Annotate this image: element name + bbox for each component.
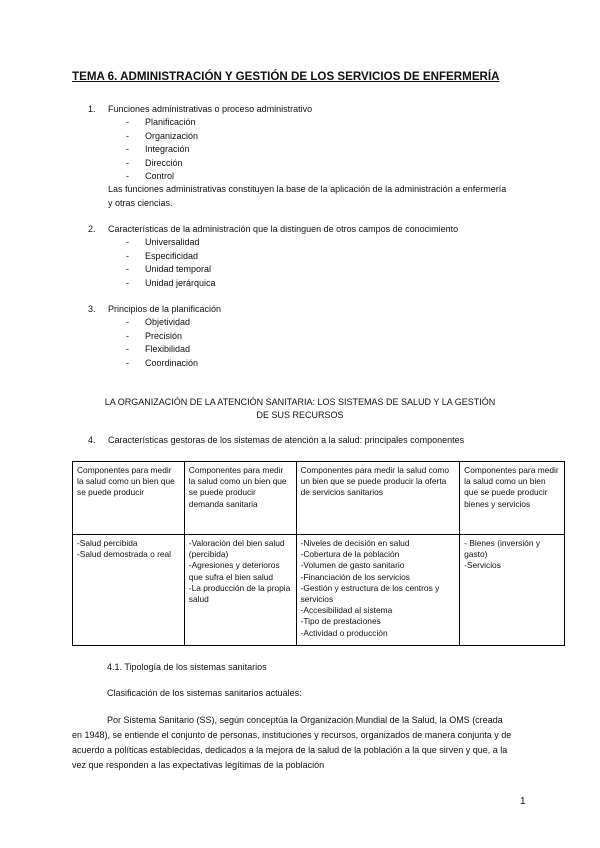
table-cell: -Niveles de decisión en salud -Cobertura de la población -Volumen de gasto sanitario -Financiación de los servicios -Gestión y estructura de los centros y servicios -Accesibilidad al sistema -Tipo de prestaciones -Actividad o producción <box>296 535 460 646</box>
list-item: - Unidad jerárquica <box>126 277 216 288</box>
page-title: TEMA 6. ADMINISTRACIÓN Y GESTIÓN DE LOS SERVICIOS DE ENFERMERÍA <box>72 70 500 83</box>
components-table <box>72 461 565 646</box>
section-3-number: 3. <box>88 304 96 314</box>
page-number: 1 <box>520 796 526 807</box>
section-1-paragraph: Las funciones administrativas constituyen la base de la aplicación de la administración a enfermería y otras ciencias. <box>108 184 507 208</box>
section-3-list <box>88 316 221 370</box>
subtitle-line-2: DE SUS RECURSOS <box>256 410 344 420</box>
section-3 <box>88 303 221 370</box>
list-item: - Integración <box>126 144 190 155</box>
section-2-heading: Características de la administración que la distinguen de otros campos de conocimiento <box>108 224 459 234</box>
table-header-row <box>73 462 565 535</box>
table-header-cell: Componentes para medir la salud como un bien que se puede producir bienes y servicios <box>460 462 565 535</box>
section-1-list <box>88 116 508 183</box>
section-1 <box>88 103 508 210</box>
section-3-heading: Principios de la planificación <box>108 304 222 314</box>
subtitle-line-1: LA ORGANIZACIÓN DE LA ATENCIÓN SANITARIA: LOS SISTEMAS DE SALUD Y LA GESTIÓN <box>104 397 496 407</box>
section-subtitle <box>72 396 528 422</box>
table-header-cell: Componentes para medir la salud como un bien que se puede producir demanda sanitaria <box>184 462 296 535</box>
classification-text: Clasificación de los sistemas sanitarios actuales: <box>107 688 302 698</box>
section-4-number: 4. <box>88 435 96 445</box>
list-item: - Planificación <box>126 117 196 128</box>
section-4-heading: Características gestoras de los sistemas de atención a la salud: principales componentes <box>108 435 465 445</box>
list-item: - Precisión <box>126 330 183 341</box>
section-1-heading: Funciones administrativas o proceso administrativo <box>108 104 313 114</box>
section-1-number: 1. <box>88 104 96 114</box>
list-item: - Organización <box>126 130 199 141</box>
section-2 <box>88 223 458 290</box>
list-item: - Control <box>126 171 175 182</box>
section-2-list <box>88 236 458 290</box>
table-header-cell: Componentes para medir la salud como un bien que se puede producir la oferta de servicios sanitarios <box>296 462 460 535</box>
list-item: - Dirección <box>126 157 183 168</box>
list-item: - Flexibilidad <box>126 344 191 355</box>
list-item: - Objetividad <box>126 317 191 328</box>
list-item: - Universalidad <box>126 237 200 248</box>
definition-paragraph: Por Sistema Sanitario (SS), según conceptúa la Organización Mundial de la Salud, la OMS (creada en 1948), se entiende el conjunto de personas, instituciones y recursos, organizados de manera conjunta y de acuerdo a políticas establecidas, dedicados a la mejora de la salud de la población a la que sirven y que, a la vez que responden a las expectativas legítimas de la población <box>72 715 512 770</box>
section-2-number: 2. <box>88 224 96 234</box>
list-item: - Unidad temporal <box>126 264 212 275</box>
table-cell: - Bienes (inversión y gasto) -Servicios <box>460 535 565 646</box>
typology-heading: 4.1. Tipología de los sistemas sanitarios <box>107 662 267 672</box>
table-row <box>73 535 565 646</box>
section-4 <box>88 435 464 445</box>
table-cell: -Valoración del bien salud (percibida) -Agresiones y deterioros que sufra el bien salud -La producción de la propia salud <box>184 535 296 646</box>
list-item: - Coordinación <box>126 357 199 368</box>
table-header-cell: Componentes para medir la salud como un bien que se puede producir <box>73 462 185 535</box>
table-cell: -Salud percibida -Salud demostrada o real <box>73 535 185 646</box>
list-item: - Especificidad <box>126 250 199 261</box>
